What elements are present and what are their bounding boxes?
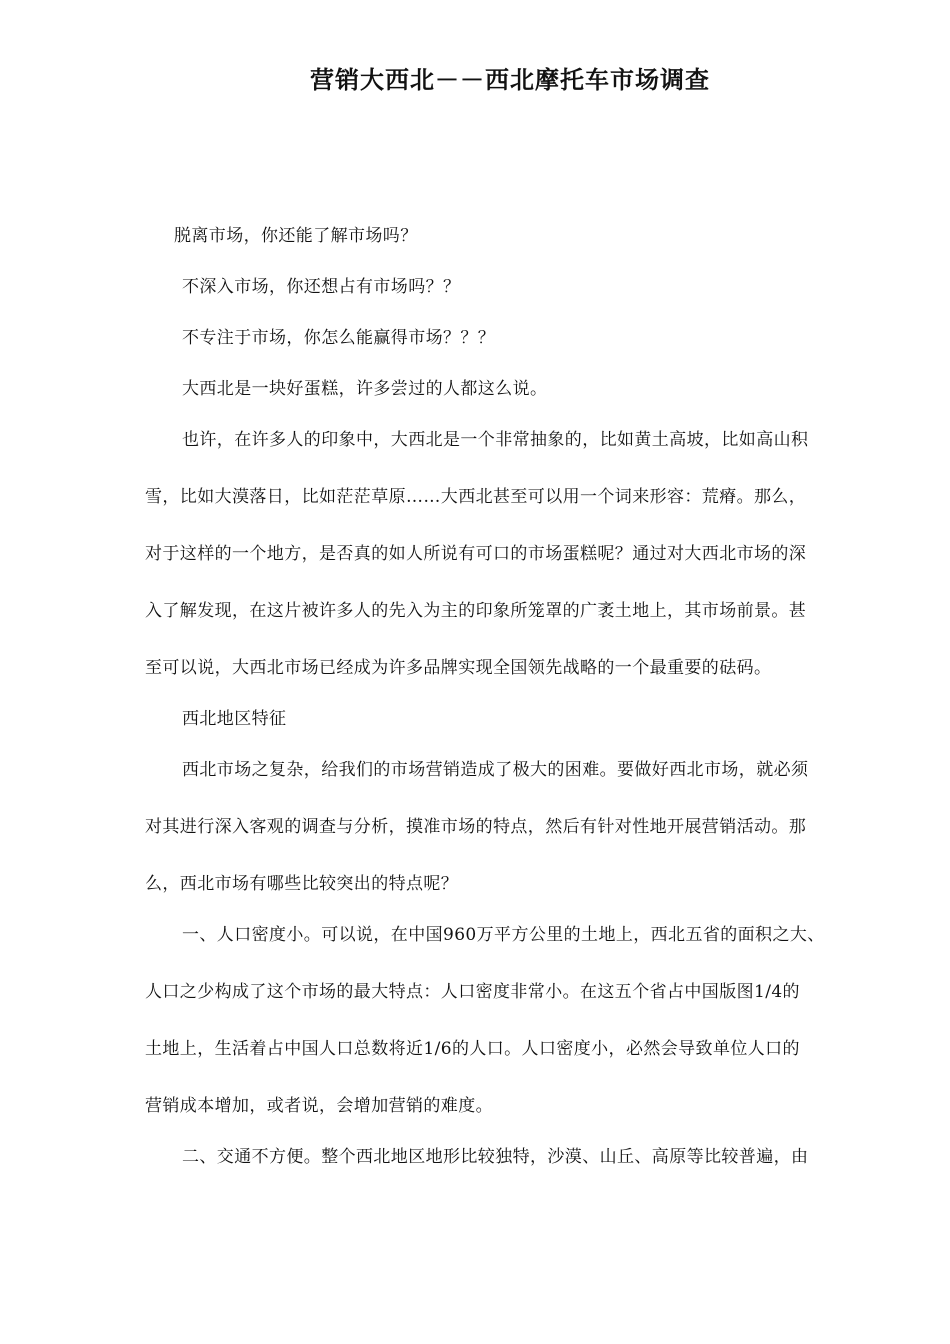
paragraph-line: 不深入市场，你还想占有市场吗？？ <box>182 277 461 297</box>
paragraph-line: 二、交通不方便。整个西北地区地形比较独特，沙漠、山丘、高原等比较普遍，由 <box>182 1147 809 1167</box>
paragraph-line: 么，西北市场有哪些比较突出的特点呢？ <box>145 874 459 894</box>
paragraph-line: 对于这样的一个地方，是否真的如人所说有可口的市场蛋糕呢？通过对大西北市场的深 <box>145 544 807 564</box>
paragraph-line: 也许，在许多人的印象中，大西北是一个非常抽象的，比如黄土高坡，比如高山积 <box>182 430 809 450</box>
paragraph-line: 入了解发现，在这片被许多人的先入为主的印象所笼罩的广袤土地上，其市场前景。甚 <box>145 601 807 621</box>
paragraph-line: 脱离市场，你还能了解市场吗？ <box>174 226 418 246</box>
paragraph-line: 大西北是一块好蛋糕，许多尝过的人都这么说。 <box>182 379 548 399</box>
paragraph-line: 人口之少构成了这个市场的最大特点：人口密度非常小。在这五个省占中国版图1/4的 <box>145 982 800 1002</box>
document-title: 营销大西北－－西北摩托车市场调查 <box>310 65 710 94</box>
paragraph-line: 土地上，生活着占中国人口总数将近1/6的人口。人口密度小，必然会导致单位人口的 <box>145 1039 800 1059</box>
paragraph-line: 营销成本增加，或者说，会增加营销的难度。 <box>145 1096 493 1116</box>
section-heading: 西北地区特征 <box>182 709 287 729</box>
paragraph-line: 西北市场之复杂，给我们的市场营销造成了极大的困难。要做好西北市场，就必须 <box>182 760 809 780</box>
paragraph-line: 对其进行深入客观的调查与分析，摸准市场的特点，然后有针对性地开展营销活动。那 <box>145 817 807 837</box>
paragraph-line: 不专注于市场，你怎么能赢得市场？？？ <box>182 328 496 348</box>
paragraph-line: 雪，比如大漠落日，比如茫茫草原……大西北甚至可以用一个词来形容：荒瘠。那么， <box>145 487 807 507</box>
paragraph-line: 一、人口密度小。可以说，在中国960万平方公里的土地上，西北五省的面积之大、 <box>182 925 825 945</box>
paragraph-line: 至可以说，大西北市场已经成为许多品牌实现全国领先战略的一个最重要的砝码。 <box>145 658 772 678</box>
